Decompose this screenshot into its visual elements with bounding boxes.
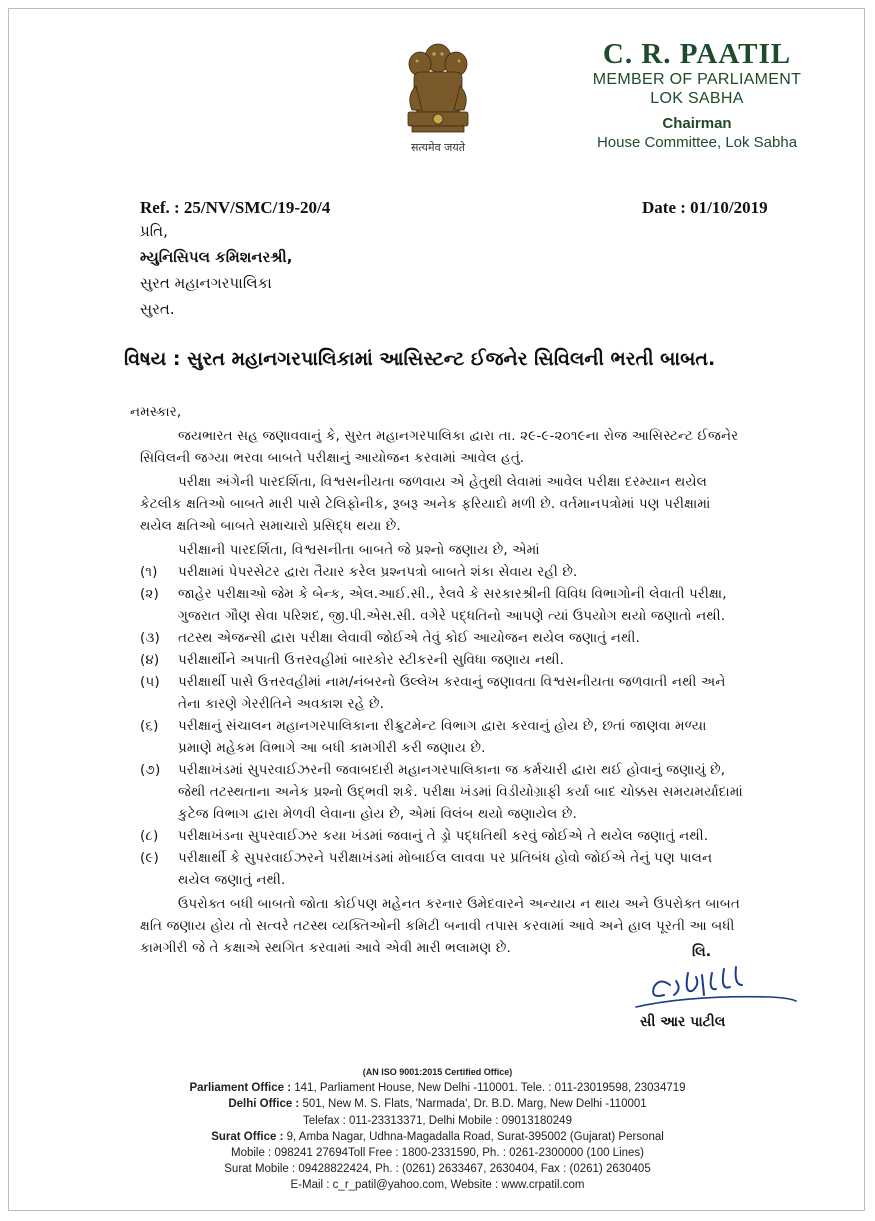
item-number: (૮) xyxy=(140,828,159,844)
letterhead-footer xyxy=(0,1064,875,1194)
address-to: પ્રતિ, xyxy=(140,222,168,240)
item-number: (૨) xyxy=(140,586,159,602)
item-text: તટસ્થ એજન્સી દ્વારા પરીક્ષા લેવાવી જોઈએ તેવું કોઈ આયોજન થયેલ જણાતું નથી. xyxy=(178,630,640,646)
paragraph-line: થયેલ ક્ષતિઓ બાબતે સમાચારો પ્રસિદ્ધ થયા છે. xyxy=(140,518,401,534)
paragraph-line: કેટલીક ક્ષતિઓ બાબતે મારી પાસે ટેલિફોનીક, રૂબરૂ અનેક ફરિયાદો મળી છે. વર્તમાનપત્રોમાં પણ પરીક્ષામાં xyxy=(140,496,711,512)
item-number: (૭) xyxy=(140,762,161,778)
reference-number: Ref. : 25/NV/SMC/19-20/4 xyxy=(140,198,331,217)
greeting: નમસ્કાર, xyxy=(130,404,182,420)
subject-line: વિષય : સુરત મહાનગરપાલિકામાં આસિસ્ટન્ટ ઈજનેર સિવિલની ભરતી બાબત. xyxy=(124,348,716,370)
handwritten-signature xyxy=(630,955,800,1017)
letterhead xyxy=(587,38,807,152)
contact-email-website: E-Mail : c_r_patil@yahoo.com, Website : www.crpatil.com xyxy=(290,1179,585,1192)
item-text: પ્રમાણે મહેકમ વિભાગે આ બધી કામગીરી કરી જણાય છે. xyxy=(178,740,486,756)
committee-label: House Committee, Lok Sabha xyxy=(596,134,798,151)
paragraph-line: કામગીરી જે તે કક્ષાએ સ્થગિત કરવામાં આવે એવી મારી ભલામણ છે. xyxy=(140,940,511,956)
item-text: ગુજરાત ગૌણ સેવા પરિશદ, જી.પી.એસ.સી. વગેરે પદ્ધતિનો આપણે ત્યાં ઉપયોગ થયો જણાતો નથી. xyxy=(178,608,726,624)
item-number: (૪) xyxy=(140,652,160,668)
item-number: (૯) xyxy=(140,850,159,866)
item-text: કુટેજ વિભાગ દ્વારા મેળવી લેવાના હોય છે, એમાં વિલંબ થયો જણાયેલ છે. xyxy=(178,806,577,822)
item-text: પરીક્ષાખંડના સુપરવાઈઝર કયા ખંડમાં જવાનું તે ડ્રો પદ્ધતિથી કરવું જોઈએ તે થયેલ જણાતું નથી. xyxy=(178,828,709,844)
item-text: તેના કારણે ગેરરીતિને અવકાશ રહે છે. xyxy=(178,696,385,712)
item-number: (૬) xyxy=(140,718,159,734)
item-text: પરીક્ષાર્થી કે સુપરવાઈઝરને પરીક્ષાખંડમાં મોબાઈલ લાવવા પર પ્રતિબંધ હોવો જોઈએ તેનું પણ પાલન xyxy=(178,850,713,866)
letter-date: Date : 01/10/2019 xyxy=(642,198,768,217)
surat-mobile-2: Surat Mobile : 09428822424, Ph. : (0261) 2633467, 2630404, Fax : (0261) 2630405 xyxy=(224,1163,651,1176)
item-text: પરીક્ષાખંડમાં સુપરવાઈઝરની જવાબદારી મહાનગરપાલિકાના જ કર્મચારી દ્વારા થઈ હોવાનું જણાયું છે, xyxy=(178,762,726,778)
emblem-motto: सत्यमेव जयते xyxy=(410,141,465,154)
paragraph-line: સિવિલની જગ્યા ભરવા બાબતે પરીક્ષાનું આયોજન કરવામાં આવેલ હતું. xyxy=(140,450,525,466)
item-text: પરીક્ષાનું સંચાલન મહાનગરપાલિકાના રીક્રુટમેન્ટ વિભાગ દ્વારા કરવાનું હોય છે, છતાં જાણવા મળ્યા xyxy=(178,718,707,734)
item-number: (૫) xyxy=(140,674,160,690)
mp-title: MEMBER OF PARLIAMENT xyxy=(592,71,802,88)
item-text: જેથી તટસ્થતાના અનેક પ્રશ્નો ઉદ્ભવી શકે. પરીક્ષા ખંડમાં વિડીયોગ્રાફી કર્યા બાદ ચોક્કસ સમયમર્યાદામાં xyxy=(178,784,743,800)
item-text: થયેલ જણાતું નથી. xyxy=(178,872,286,888)
address-city: સુરત. xyxy=(140,300,175,318)
paragraph-line: જયભારત સહ જણાવવાનું કે, સુરત મહાનગરપાલિકા દ્વારા તા. ૨૯-૯-૨૦૧૯ના રોજ આસિસ્ટન્ટ ઈજનેર xyxy=(178,428,739,444)
iso-certification: (AN ISO 9001:2015 Certified Office) xyxy=(362,1067,513,1077)
surat-mobile: Mobile : 098241 27694Toll Free : 1800-2331590, Ph. : 0261-2300000 (100 Lines) xyxy=(230,1147,645,1160)
item-text: પરીક્ષાર્થી પાસે ઉત્તરવહીમાં નામ/નંબરનો ઉલ્લેખ કરવાનું જણાવતા વિશ્વસનીયતા જળવાતી નથી અને xyxy=(178,674,726,690)
paragraph-line: ઉપરોક્ત બધી બાબતો જોતા કોઈપણ મહેનત કરનાર ઉમેદવારને અન્યાય ન થાય અને ઉપરોક્ત બાબત xyxy=(178,896,741,912)
paragraph-line: ક્ષતિ જણાય હોય તો સત્વરે તટસ્થ વ્યક્તિઓની કમિટી બનાવી તપાસ કરવામાં આવે અને હાલ પૂરતી આ બધી xyxy=(140,918,735,934)
delhi-office: Delhi Office : 501, New M. S. Flats, 'Narmada', Dr. B.D. Marg, New Delhi -110001 xyxy=(228,1098,647,1111)
surat-office: Surat Office : 9, Amba Nagar, Udhna-Magadalla Road, Surat-395002 (Gujarat) Personal xyxy=(211,1130,664,1143)
delhi-telefax: Telefax : 011-23313371, Delhi Mobile : 09013180249 xyxy=(303,1114,572,1127)
paragraph-line: પરીક્ષા અંગેની પારદર્શિતા, વિશ્વસનીયતા જળવાય એ હેતુથી લેવામાં આવેલ પરીક્ષા દરમ્યાન થયેલ xyxy=(178,474,708,490)
item-number: (૧) xyxy=(140,564,158,580)
signatory-name: સી આર પાટીલ xyxy=(640,1014,726,1030)
paragraph-line: પરીક્ષાની પારદર્શિતા, વિશ્વસનીતા બાબતે જે પ્રશ્નો જણાય છે, એમાં xyxy=(178,542,540,558)
item-number: (૩) xyxy=(140,630,160,646)
address-org: સુરત મહાનગરપાલિકા xyxy=(140,274,272,292)
parliament-office: Parliament Office : 141, Parliament House, New Delhi -110001. Tele. : 011-23019598, 23034719 xyxy=(189,1082,686,1095)
item-text: પરીક્ષામાં પેપરસેટર દ્વારા તૈયાર કરેલ પ્રશ્નપત્રો બાબતે શંકા સેવાય રહી છે. xyxy=(178,564,578,580)
addressee: મ્યુનિસિપલ કમિશનરશ્રી, xyxy=(140,248,293,266)
mp-name: C. R. PAATIL xyxy=(602,38,792,70)
chairman-label: Chairman xyxy=(662,115,732,132)
lok-sabha-label: LOK SABHA xyxy=(650,90,744,107)
item-text: જાહેર પરીક્ષાઓ જેમ કે બેન્ક, એલ.આઈ.સી., રેલવે કે સરકારશ્રીની વિવિધ વિભાગોની લેવાતી પરીક્ષા, xyxy=(178,586,727,602)
signoff-li: લિ. xyxy=(692,944,712,960)
item-text: પરીક્ષાર્થીને અપાતી ઉત્તરવહીમાં બારકોર સ્ટીકરની સુવિધા જણાય નથી. xyxy=(178,652,565,668)
